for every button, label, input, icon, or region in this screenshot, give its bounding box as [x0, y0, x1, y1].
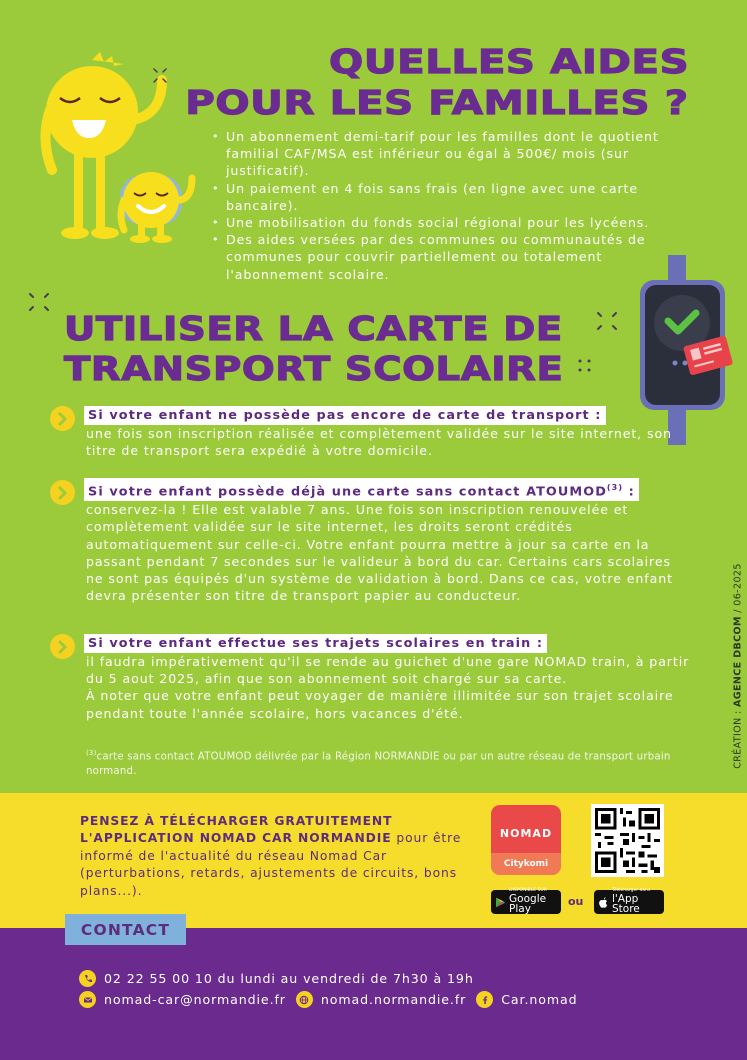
chevron-right-icon [50, 634, 75, 659]
aides-item: • Un abonnement demi-tarif pour les familles dont le quotient familial CAF/MSA est inférieur ou égal à 500€/ mois (sur justificatif). [212, 128, 692, 180]
carte-item-body: il faudra impérativement qu'il se rende au guichet d'une gare NOMAD train, à partir du 5 aout 2025, afin que son abonnement soit chargé sur sa carte. [86, 654, 690, 687]
carte-item-heading: Si votre enfant possède déjà une carte sans contact ATOUMOD$^{(3)}$ : [84, 478, 639, 501]
credit-text: CRÉATION : AGENCE DBCOM / 06-2025 [732, 563, 744, 769]
carte-item [50, 478, 690, 604]
aides-item: • Des aides versées par des communes ou communautés de communes pour couvrir partiellement ou totalement l'abonnement scolaire. [212, 231, 692, 283]
title-aides-line1: QUELLES AIDES [328, 42, 689, 81]
app-store-button[interactable]: Télécharger dans l'App Store [594, 890, 664, 914]
carte-item-body: une fois son inscription réalisée et complètement validée sur le site internet, son titre de transport sera expédié à votre domicile. [86, 426, 672, 459]
or-label: ou [568, 895, 584, 908]
title-aides-line2: POUR LES FAMILLES ? [185, 83, 689, 122]
contact-badge: CONTACT [65, 914, 186, 945]
footnote: $^{(3)}$carte sans contact ATOUMOD délivrée par la Région NORMANDIE ou par un autre réseau de transport urbain normand. [86, 749, 671, 778]
google-play-icon [496, 896, 505, 909]
aides-item: • Un paiement en 4 fois sans frais (en ligne avec une carte bancaire). [212, 180, 692, 214]
sparkle-icon [577, 358, 593, 374]
phone-icon [79, 970, 96, 987]
sparkle-icon [596, 309, 620, 333]
mascot-illustration [30, 50, 220, 250]
contact-phone-row [79, 970, 474, 987]
carte-item-heading: Si votre enfant ne possède pas encore de carte de transport : [84, 406, 606, 425]
carte-item [50, 404, 690, 459]
carte-item-body: conservez-la ! Elle est valable 7 ans. Une fois son inscription renouvelée et complètement validée sur le site internet, les droits seront crédités automatiquement sur celle-ci. Votre enfant pourra mettre à jour sa carte en la passant pendant 7 secondes sur le valideur à bord du car. Certains cars scolaires ne sont pas équipés d'un système de validation à bord. Dans ce cas, votre enfant devra présenter son titre de transport papier au conducteur. [86, 502, 673, 604]
phone-text[interactable]: 02 22 55 00 10 du lundi au vendredi de 7h30 à 19h [104, 971, 474, 986]
google-play-button[interactable]: DISPONIBLE SUR Google Play [491, 890, 561, 914]
carte-item-body-note: À noter que votre enfant peut voyager de manière illimitée sur son trajet scolaire pendant toute l'année scolaire, hors vacances d'été. [86, 688, 674, 721]
website-link[interactable]: nomad.normandie.fr [320, 992, 467, 1007]
carte-item [50, 632, 690, 722]
email-link[interactable]: nomad-car@normandie.fr [104, 992, 286, 1007]
title-carte-line2: TRANSPORT SCOLAIRE [64, 349, 564, 388]
email-icon [79, 991, 96, 1008]
contact-links-row [79, 991, 578, 1008]
aides-item: • Une mobilisation du fonds social régional pour les lycéens. [212, 214, 692, 231]
title-carte-line1: UTILISER LA CARTE DE [64, 309, 563, 348]
chevron-right-icon [50, 480, 75, 505]
facebook-icon [476, 991, 493, 1008]
apple-icon [599, 896, 608, 909]
qr-code[interactable] [591, 804, 664, 877]
app-promo-text: PENSEZ À TÉLÉCHARGER GRATUITEMENT L'APPLICATION NOMAD CAR NORMANDIE pour être informé de l'actualité du réseau Nomad Car (perturbations, retards, ajustements de circuits, bons plans...). [80, 814, 462, 898]
carte-item-heading: Si votre enfant effectue ses trajets scolaires en train : [84, 634, 547, 653]
facebook-link[interactable]: Car.nomad [501, 992, 578, 1007]
sparkle-icon [28, 290, 52, 314]
globe-icon [296, 991, 313, 1008]
aides-list [212, 128, 692, 283]
chevron-right-icon [50, 406, 75, 431]
nomad-app-logo[interactable]: NOMAD Citykomi [491, 805, 561, 875]
